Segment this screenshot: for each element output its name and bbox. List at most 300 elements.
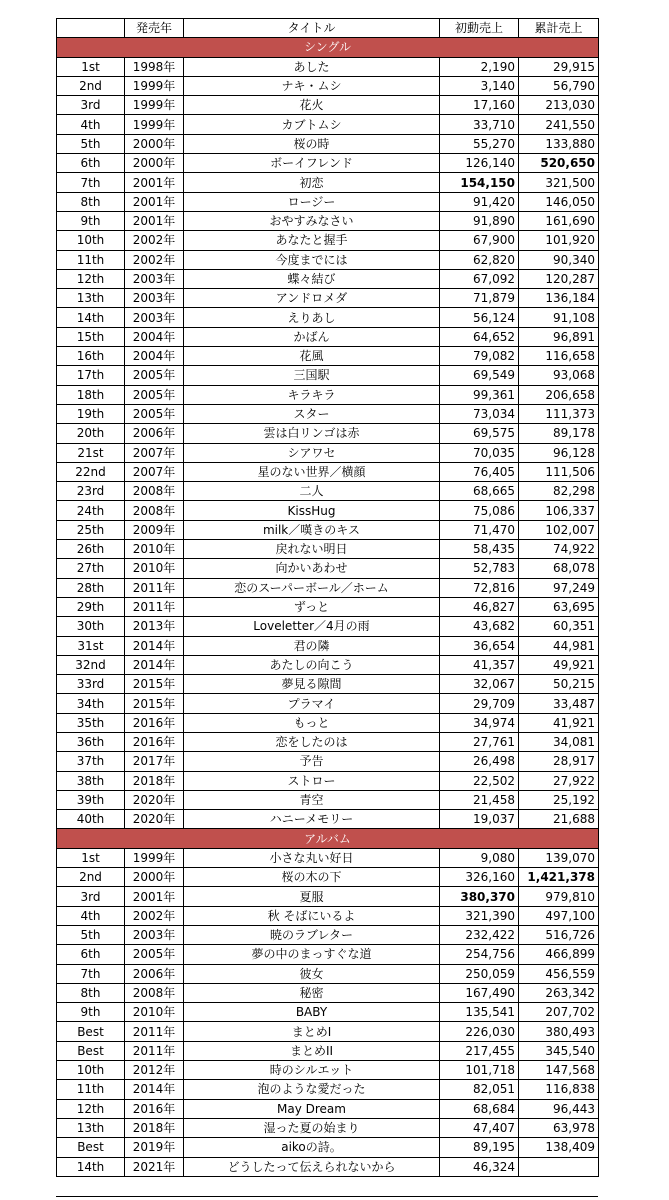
year-cell: 2001年 xyxy=(125,887,184,906)
title-cell: シアワセ xyxy=(184,443,440,462)
table-row xyxy=(57,1041,599,1060)
rank-cell: 16th xyxy=(57,347,125,366)
rank-cell: 3rd xyxy=(57,96,125,115)
first-week-sales-cell: 76,405 xyxy=(440,462,519,481)
title-cell: 二人 xyxy=(184,482,440,501)
total-sales-cell: 56,790 xyxy=(519,76,599,95)
title-cell: アンドロメダ xyxy=(184,289,440,308)
total-sales-cell: 111,506 xyxy=(519,462,599,481)
title-cell: まとめII xyxy=(184,1041,440,1060)
rank-cell: 38th xyxy=(57,771,125,790)
first-week-sales-cell: 91,420 xyxy=(440,192,519,211)
year-cell: 2007年 xyxy=(125,443,184,462)
first-week-sales-cell: 34,974 xyxy=(440,713,519,732)
table-row xyxy=(57,925,599,944)
rank-cell: 21st xyxy=(57,443,125,462)
table-row xyxy=(57,501,599,520)
title-cell: 夏服 xyxy=(184,887,440,906)
title-cell: 恋をしたのは xyxy=(184,732,440,751)
total-sales-cell: 44,981 xyxy=(519,636,599,655)
table-row xyxy=(57,1003,599,1022)
section-header-row xyxy=(57,38,599,57)
first-week-sales-cell: 72,816 xyxy=(440,578,519,597)
table-row xyxy=(57,385,599,404)
first-week-sales-cell: 71,470 xyxy=(440,520,519,539)
table-row xyxy=(57,76,599,95)
rank-cell: 5th xyxy=(57,134,125,153)
total-sales-cell: 41,921 xyxy=(519,713,599,732)
rank-cell: 2nd xyxy=(57,76,125,95)
title-cell: milk／嘆きのキス xyxy=(184,520,440,539)
rank-cell: 30th xyxy=(57,617,125,636)
title-cell: 夢見る隙間 xyxy=(184,675,440,694)
first-week-sales-cell: 27,761 xyxy=(440,732,519,751)
first-week-sales-cell: 73,034 xyxy=(440,404,519,423)
table-row xyxy=(57,945,599,964)
header-first-week-sales: 初動売上 xyxy=(440,19,519,38)
table-row xyxy=(57,520,599,539)
rank-cell: 36th xyxy=(57,732,125,751)
title-cell: 君の隣 xyxy=(184,636,440,655)
rank-cell: 31st xyxy=(57,636,125,655)
first-week-sales-cell: 380,370 xyxy=(440,887,519,906)
section-header-row xyxy=(57,829,599,848)
year-cell: 1998年 xyxy=(125,57,184,76)
rank-cell: 24th xyxy=(57,501,125,520)
first-week-sales-cell: 55,270 xyxy=(440,134,519,153)
total-sales-cell: 345,540 xyxy=(519,1041,599,1060)
rank-cell: 29th xyxy=(57,597,125,616)
first-week-sales-cell: 254,756 xyxy=(440,945,519,964)
year-cell: 2007年 xyxy=(125,462,184,481)
year-cell: 2003年 xyxy=(125,925,184,944)
title-cell: 初恋 xyxy=(184,173,440,192)
total-sales-cell: 1,421,378 xyxy=(519,868,599,887)
table-row xyxy=(57,289,599,308)
table-row xyxy=(57,134,599,153)
first-week-sales-cell: 99,361 xyxy=(440,385,519,404)
table-row xyxy=(57,1022,599,1041)
rank-cell: 40th xyxy=(57,810,125,829)
total-sales-cell: 207,702 xyxy=(519,1003,599,1022)
total-sales-cell: 456,559 xyxy=(519,964,599,983)
rank-cell: 9th xyxy=(57,211,125,230)
year-cell: 2020年 xyxy=(125,810,184,829)
total-sales-cell: 50,215 xyxy=(519,675,599,694)
table-row xyxy=(57,366,599,385)
year-cell: 2015年 xyxy=(125,675,184,694)
year-cell: 1999年 xyxy=(125,76,184,95)
rank-cell: 37th xyxy=(57,752,125,771)
rank-cell: 13th xyxy=(57,1118,125,1137)
title-cell: May Dream xyxy=(184,1099,440,1118)
year-cell: 2021年 xyxy=(125,1157,184,1176)
title-cell: 秋 そばにいるよ xyxy=(184,906,440,925)
total-sales-cell: 33,487 xyxy=(519,694,599,713)
table-row xyxy=(57,848,599,867)
first-week-sales-cell: 217,455 xyxy=(440,1041,519,1060)
first-week-sales-cell: 9,080 xyxy=(440,848,519,867)
total-sales-cell: 979,810 xyxy=(519,887,599,906)
table-row xyxy=(57,192,599,211)
title-cell: もっと xyxy=(184,713,440,732)
title-cell: 桜の時 xyxy=(184,134,440,153)
year-cell: 2004年 xyxy=(125,347,184,366)
total-sales-cell: 380,493 xyxy=(519,1022,599,1041)
year-cell: 2020年 xyxy=(125,790,184,809)
title-cell: 時のシルエット xyxy=(184,1061,440,1080)
rank-cell: 15th xyxy=(57,327,125,346)
total-sales-cell: 25,192 xyxy=(519,790,599,809)
title-cell: おやすみなさい xyxy=(184,211,440,230)
rank-cell: 17th xyxy=(57,366,125,385)
rank-cell: 6th xyxy=(57,154,125,173)
table-row xyxy=(57,173,599,192)
total-sales-cell: 138,409 xyxy=(519,1138,599,1157)
table-row xyxy=(57,115,599,134)
year-cell: 2010年 xyxy=(125,1003,184,1022)
year-cell: 2005年 xyxy=(125,404,184,423)
year-cell: 2016年 xyxy=(125,1099,184,1118)
bottom-rule xyxy=(56,1196,598,1197)
year-cell: 2010年 xyxy=(125,540,184,559)
table-row xyxy=(57,211,599,230)
title-cell: 花火 xyxy=(184,96,440,115)
year-cell: 2000年 xyxy=(125,868,184,887)
title-cell: 三国駅 xyxy=(184,366,440,385)
year-cell: 2008年 xyxy=(125,983,184,1002)
total-sales-cell: 34,081 xyxy=(519,732,599,751)
rank-cell: 8th xyxy=(57,983,125,1002)
first-week-sales-cell: 70,035 xyxy=(440,443,519,462)
year-cell: 2002年 xyxy=(125,906,184,925)
table-row xyxy=(57,462,599,481)
section-title: アルバム xyxy=(57,829,599,848)
year-cell: 2017年 xyxy=(125,752,184,771)
rank-cell: 10th xyxy=(57,1061,125,1080)
rank-cell: 19th xyxy=(57,404,125,423)
first-week-sales-cell: 69,549 xyxy=(440,366,519,385)
title-cell: 泡のような愛だった xyxy=(184,1080,440,1099)
table-row xyxy=(57,1080,599,1099)
table-row xyxy=(57,810,599,829)
first-week-sales-cell: 46,324 xyxy=(440,1157,519,1176)
year-cell: 2009年 xyxy=(125,520,184,539)
table-row xyxy=(57,636,599,655)
table-row xyxy=(57,231,599,250)
first-week-sales-cell: 67,900 xyxy=(440,231,519,250)
table-row xyxy=(57,694,599,713)
year-cell: 2008年 xyxy=(125,501,184,520)
year-cell: 2014年 xyxy=(125,655,184,674)
total-sales-cell: 520,650 xyxy=(519,154,599,173)
title-cell: aikoの詩。 xyxy=(184,1138,440,1157)
rank-cell: 34th xyxy=(57,694,125,713)
rank-cell: 11th xyxy=(57,250,125,269)
header-row xyxy=(57,19,599,38)
total-sales-cell: 89,178 xyxy=(519,424,599,443)
table-row xyxy=(57,771,599,790)
first-week-sales-cell: 154,150 xyxy=(440,173,519,192)
total-sales-cell: 96,443 xyxy=(519,1099,599,1118)
title-cell: あたしの向こう xyxy=(184,655,440,674)
rank-cell: 1st xyxy=(57,848,125,867)
year-cell: 2015年 xyxy=(125,694,184,713)
title-cell: プラマイ xyxy=(184,694,440,713)
title-cell: 予告 xyxy=(184,752,440,771)
first-week-sales-cell: 2,190 xyxy=(440,57,519,76)
year-cell: 2018年 xyxy=(125,771,184,790)
title-cell: スター xyxy=(184,404,440,423)
rank-cell: 35th xyxy=(57,713,125,732)
total-sales-cell: 213,030 xyxy=(519,96,599,115)
year-cell: 2006年 xyxy=(125,964,184,983)
year-cell: 2012年 xyxy=(125,1061,184,1080)
rank-cell: 2nd xyxy=(57,868,125,887)
year-cell: 2003年 xyxy=(125,289,184,308)
rank-cell: 28th xyxy=(57,578,125,597)
year-cell: 2011年 xyxy=(125,1022,184,1041)
rank-cell: 4th xyxy=(57,906,125,925)
rank-cell: 13th xyxy=(57,289,125,308)
total-sales-cell: 497,100 xyxy=(519,906,599,925)
total-sales-cell: 321,500 xyxy=(519,173,599,192)
title-cell: 暁のラブレター xyxy=(184,925,440,944)
table-row xyxy=(57,1157,599,1176)
rank-cell: 8th xyxy=(57,192,125,211)
first-week-sales-cell: 71,879 xyxy=(440,289,519,308)
total-sales-cell: 27,922 xyxy=(519,771,599,790)
table-row xyxy=(57,154,599,173)
total-sales-cell: 116,838 xyxy=(519,1080,599,1099)
total-sales-cell xyxy=(519,1157,599,1176)
year-cell: 2018年 xyxy=(125,1118,184,1137)
table-row xyxy=(57,269,599,288)
table-row xyxy=(57,424,599,443)
rank-cell: 6th xyxy=(57,945,125,964)
title-cell: 桜の木の下 xyxy=(184,868,440,887)
first-week-sales-cell: 46,827 xyxy=(440,597,519,616)
rank-cell: 10th xyxy=(57,231,125,250)
year-cell: 2010年 xyxy=(125,559,184,578)
total-sales-cell: 263,342 xyxy=(519,983,599,1002)
rank-cell: 4th xyxy=(57,115,125,134)
title-cell: あなたと握手 xyxy=(184,231,440,250)
total-sales-cell: 63,695 xyxy=(519,597,599,616)
first-week-sales-cell: 321,390 xyxy=(440,906,519,925)
table-row xyxy=(57,675,599,694)
total-sales-cell: 60,351 xyxy=(519,617,599,636)
title-cell: ハニーメモリー xyxy=(184,810,440,829)
total-sales-cell: 68,078 xyxy=(519,559,599,578)
total-sales-cell: 466,899 xyxy=(519,945,599,964)
total-sales-cell: 120,287 xyxy=(519,269,599,288)
title-cell: 恋のスーパーボール／ホーム xyxy=(184,578,440,597)
title-cell: あした xyxy=(184,57,440,76)
rank-cell: 11th xyxy=(57,1080,125,1099)
title-cell: 彼女 xyxy=(184,964,440,983)
first-week-sales-cell: 135,541 xyxy=(440,1003,519,1022)
title-cell: 夢の中のまっすぐな道 xyxy=(184,945,440,964)
total-sales-cell: 106,337 xyxy=(519,501,599,520)
rank-cell: 12th xyxy=(57,269,125,288)
table-row xyxy=(57,887,599,906)
year-cell: 2003年 xyxy=(125,269,184,288)
rank-cell: 5th xyxy=(57,925,125,944)
total-sales-cell: 116,658 xyxy=(519,347,599,366)
title-cell: かばん xyxy=(184,327,440,346)
total-sales-cell: 111,373 xyxy=(519,404,599,423)
total-sales-cell: 82,298 xyxy=(519,482,599,501)
table-row xyxy=(57,1138,599,1157)
rank-cell: 12th xyxy=(57,1099,125,1118)
table-row xyxy=(57,732,599,751)
title-cell: ずっと xyxy=(184,597,440,616)
title-cell: ボーイフレンド xyxy=(184,154,440,173)
first-week-sales-cell: 33,710 xyxy=(440,115,519,134)
rank-cell: 18th xyxy=(57,385,125,404)
total-sales-cell: 21,688 xyxy=(519,810,599,829)
table-row xyxy=(57,482,599,501)
year-cell: 2000年 xyxy=(125,154,184,173)
header-rank xyxy=(57,19,125,38)
first-week-sales-cell: 43,682 xyxy=(440,617,519,636)
rank-cell: 39th xyxy=(57,790,125,809)
first-week-sales-cell: 41,357 xyxy=(440,655,519,674)
first-week-sales-cell: 79,082 xyxy=(440,347,519,366)
title-cell: KissHug xyxy=(184,501,440,520)
first-week-sales-cell: 26,498 xyxy=(440,752,519,771)
total-sales-cell: 147,568 xyxy=(519,1061,599,1080)
first-week-sales-cell: 52,783 xyxy=(440,559,519,578)
total-sales-cell: 90,340 xyxy=(519,250,599,269)
table-row xyxy=(57,964,599,983)
rank-cell: 20th xyxy=(57,424,125,443)
title-cell: Loveletter／4月の雨 xyxy=(184,617,440,636)
total-sales-cell: 93,068 xyxy=(519,366,599,385)
total-sales-cell: 49,921 xyxy=(519,655,599,674)
year-cell: 2001年 xyxy=(125,192,184,211)
first-week-sales-cell: 89,195 xyxy=(440,1138,519,1157)
total-sales-cell: 206,658 xyxy=(519,385,599,404)
first-week-sales-cell: 3,140 xyxy=(440,76,519,95)
first-week-sales-cell: 232,422 xyxy=(440,925,519,944)
table-row xyxy=(57,559,599,578)
year-cell: 2016年 xyxy=(125,713,184,732)
rank-cell: 22nd xyxy=(57,462,125,481)
first-week-sales-cell: 29,709 xyxy=(440,694,519,713)
total-sales-cell: 96,128 xyxy=(519,443,599,462)
year-cell: 2016年 xyxy=(125,732,184,751)
title-cell: ストロー xyxy=(184,771,440,790)
year-cell: 2014年 xyxy=(125,1080,184,1099)
title-cell: どうしたって伝えられないから xyxy=(184,1157,440,1176)
title-cell: 花風 xyxy=(184,347,440,366)
first-week-sales-cell: 69,575 xyxy=(440,424,519,443)
rank-cell: 1st xyxy=(57,57,125,76)
year-cell: 2004年 xyxy=(125,327,184,346)
title-cell: 雲は白リンゴは赤 xyxy=(184,424,440,443)
first-week-sales-cell: 75,086 xyxy=(440,501,519,520)
first-week-sales-cell: 91,890 xyxy=(440,211,519,230)
title-cell: 今度までには xyxy=(184,250,440,269)
title-cell: 戻れない明日 xyxy=(184,540,440,559)
year-cell: 2011年 xyxy=(125,1041,184,1060)
table-row xyxy=(57,752,599,771)
year-cell: 2011年 xyxy=(125,578,184,597)
title-cell: えりあし xyxy=(184,308,440,327)
table-row xyxy=(57,655,599,674)
table-row xyxy=(57,983,599,1002)
first-week-sales-cell: 22,502 xyxy=(440,771,519,790)
title-cell: カブトムシ xyxy=(184,115,440,134)
first-week-sales-cell: 67,092 xyxy=(440,269,519,288)
first-week-sales-cell: 326,160 xyxy=(440,868,519,887)
first-week-sales-cell: 62,820 xyxy=(440,250,519,269)
total-sales-cell: 146,050 xyxy=(519,192,599,211)
first-week-sales-cell: 21,458 xyxy=(440,790,519,809)
table-row xyxy=(57,96,599,115)
title-cell: 星のない世界／横顔 xyxy=(184,462,440,481)
table-row xyxy=(57,347,599,366)
rank-cell: 25th xyxy=(57,520,125,539)
rank-cell: 32nd xyxy=(57,655,125,674)
first-week-sales-cell: 68,684 xyxy=(440,1099,519,1118)
year-cell: 2008年 xyxy=(125,482,184,501)
table-row xyxy=(57,578,599,597)
rank-cell: Best xyxy=(57,1022,125,1041)
year-cell: 2014年 xyxy=(125,636,184,655)
table-row xyxy=(57,404,599,423)
rank-cell: Best xyxy=(57,1138,125,1157)
year-cell: 2011年 xyxy=(125,597,184,616)
first-week-sales-cell: 250,059 xyxy=(440,964,519,983)
rank-cell: 27th xyxy=(57,559,125,578)
first-week-sales-cell: 167,490 xyxy=(440,983,519,1002)
title-cell: 湿った夏の始まり xyxy=(184,1118,440,1137)
year-cell: 2005年 xyxy=(125,945,184,964)
total-sales-cell: 161,690 xyxy=(519,211,599,230)
rank-cell: 3rd xyxy=(57,887,125,906)
rank-cell: 7th xyxy=(57,173,125,192)
rank-cell: 23rd xyxy=(57,482,125,501)
rank-cell: Best xyxy=(57,1041,125,1060)
header-title: タイトル xyxy=(184,19,440,38)
rank-cell: 26th xyxy=(57,540,125,559)
total-sales-cell: 28,917 xyxy=(519,752,599,771)
section-title: シングル xyxy=(57,38,599,57)
rank-cell: 33rd xyxy=(57,675,125,694)
table-row xyxy=(57,868,599,887)
table-row xyxy=(57,1118,599,1137)
first-week-sales-cell: 126,140 xyxy=(440,154,519,173)
title-cell: まとめI xyxy=(184,1022,440,1041)
header-total-sales: 累計売上 xyxy=(519,19,599,38)
first-week-sales-cell: 47,407 xyxy=(440,1118,519,1137)
first-week-sales-cell: 19,037 xyxy=(440,810,519,829)
table-row xyxy=(57,250,599,269)
year-cell: 2006年 xyxy=(125,424,184,443)
table-row xyxy=(57,1061,599,1080)
sales-table xyxy=(56,18,599,1177)
title-cell: 秘密 xyxy=(184,983,440,1002)
first-week-sales-cell: 68,665 xyxy=(440,482,519,501)
first-week-sales-cell: 82,051 xyxy=(440,1080,519,1099)
table-row xyxy=(57,617,599,636)
first-week-sales-cell: 64,652 xyxy=(440,327,519,346)
rank-cell: 14th xyxy=(57,308,125,327)
first-week-sales-cell: 17,160 xyxy=(440,96,519,115)
